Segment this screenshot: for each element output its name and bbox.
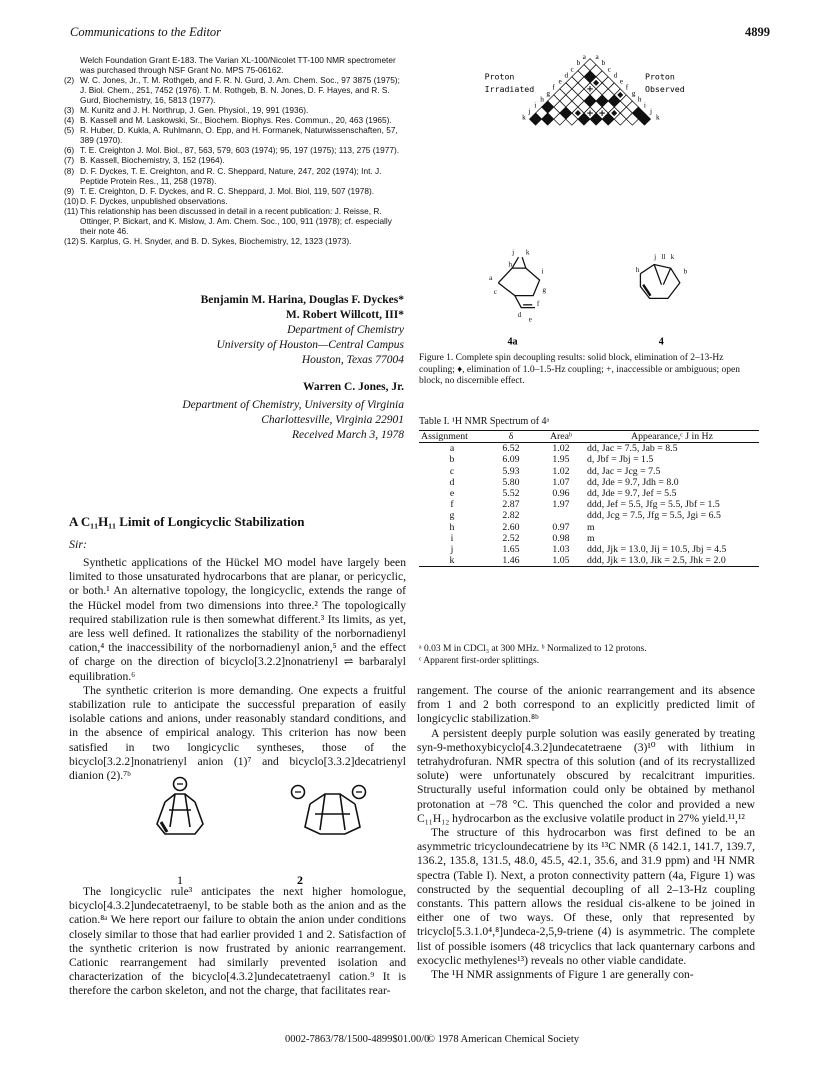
figure-label-left-2: Irradiated — [484, 84, 535, 95]
paragraph: rangement. The course of the anionic rearrangement and its absence from 1 and 2 both correspond to an explicitly predicted limit of longicyclic stabilization.⁸ᵇ — [417, 684, 755, 726]
column-header: Areaᵇ — [549, 431, 573, 442]
body-column-2 — [417, 684, 755, 982]
compound-label-4a: 4a — [507, 336, 518, 348]
table-cell: 1.02 — [552, 443, 570, 455]
structures-1-2 — [115, 772, 375, 887]
edge-letter: h — [637, 94, 642, 104]
table-cell — [537, 510, 585, 521]
nmr-table — [419, 430, 759, 567]
column-header: Appearance,ᶜ J in Hz — [631, 431, 713, 442]
figure-label-right-1: Proton — [645, 71, 675, 82]
svg-text:f: f — [536, 298, 540, 308]
table-cell: m — [587, 532, 595, 544]
table-cell: ddd, Jjk = 13.0, Jij = 10.5, Jbj = 4.5 — [587, 544, 727, 556]
table-cell: 0.97 — [552, 521, 570, 533]
svg-text:ll: ll — [661, 252, 666, 261]
edge-letter: b — [601, 58, 606, 68]
table-cell: h — [449, 521, 455, 533]
table-cell: i — [450, 532, 454, 544]
edge-letter: k — [522, 112, 526, 122]
table-row — [419, 443, 759, 455]
reference-item: (3) M. Kunitz and J. H. Northrup, J. Gen. Physiol., 19, 991 (1936). — [64, 105, 309, 116]
edge-letter: c — [570, 64, 574, 74]
table-cell: 5.93 — [502, 465, 520, 477]
edge-letter: d — [613, 70, 618, 80]
affiliation: Department of Chemistry, University of Virginia — [182, 399, 404, 411]
table-footnotes — [419, 644, 759, 667]
table-cell: 5.52 — [502, 488, 520, 500]
footnote: ᵃ 0.03 M in CDCl₃ at 300 MHz. ᵇ Normalized to 12 protons. — [419, 644, 647, 654]
table-cell: 2.52 — [502, 532, 520, 544]
edge-letter: f — [625, 82, 629, 92]
table-row — [419, 477, 759, 488]
table-cell: 1.05 — [552, 555, 570, 567]
table-cell: d, Jbf = Jbj = 1.5 — [587, 454, 654, 466]
figure-label-left-1: Proton — [484, 71, 515, 82]
table-cell: ddd, Jcg = 7.5, Jfg = 5.5, Jgi = 6.5 — [587, 510, 721, 522]
edge-letter: g — [631, 88, 636, 98]
author-names: M. Robert Willcott, III* — [285, 309, 404, 321]
svg-text:k: k — [525, 247, 530, 257]
table-cell: dd, Jac = 7.5, Jab = 8.5 — [587, 443, 678, 455]
body-column-1b — [69, 885, 406, 999]
table-cell: 1.07 — [552, 476, 570, 488]
table-cell: 6.52 — [502, 443, 520, 455]
table-cell: 2.87 — [502, 499, 520, 511]
running-header: Communications to the Editor — [70, 25, 222, 39]
svg-text:a: a — [489, 273, 493, 283]
decoupling-grid — [522, 52, 660, 125]
affiliation: Houston, Texas 77004 — [301, 354, 404, 366]
table-cell: 1.65 — [502, 544, 520, 556]
edge-letter: e — [619, 76, 623, 86]
reference-item: (7) B. Kassell, Biochemistry, 3, 152 (1964). — [64, 155, 225, 166]
table-cell: 1.95 — [552, 454, 570, 466]
references-list — [64, 55, 400, 246]
table-cell: 2.60 — [502, 521, 520, 533]
figure-label-right-2: Observed — [645, 84, 685, 95]
reference-item: (5) R. Huber, D. Kukla, A. Ruhlmann, O. Epp, and H. Formanek, Naturwissenschaften, 57, 389 (1970). — [64, 125, 398, 146]
paragraph: The ¹H NMR assignments of Figure 1 are generally con- — [431, 968, 694, 982]
received-date: Received March 3, 1978 — [292, 429, 404, 441]
figure-1-decoupling-diagram — [420, 28, 760, 358]
compound-label-1: 1 — [177, 873, 183, 887]
table-row — [419, 454, 759, 465]
edge-letter: b — [576, 58, 581, 68]
table-cell: m — [587, 521, 595, 533]
paragraph: The longicyclic rule³ anticipates the next higher homologue, bicyclo[4.3.2]undecatetraenyl, to be stable both as the anion and as the cation.⁸ᵃ We here report our failure to obtain the anion under conditions closely similar to those that had earlier provided 1 and 2. Satisfaction of the synthetic criterion is now frustrated by anionic rearrangement. Cationic rearrangement had similarly prevented isolation and characterization of the bicyclo[4.3.2]undecatetraenyl cation.⁹ It is therefore the carbon skeleton, and not the charge, that facilitates rear- — [69, 885, 406, 998]
table-cell: dd, Jde = 9.7, Jef = 5.5 — [587, 488, 677, 500]
author-block — [160, 293, 404, 443]
table-cell: d — [449, 476, 455, 488]
edge-letter: e — [558, 76, 562, 86]
reference-item: (4) B. Kassell and M. Laskowski, Sr., Biochem. Biophys. Res. Commun., 20, 463 (1965). — [64, 115, 392, 126]
svg-text:b: b — [683, 266, 688, 276]
paragraph: The structure of this hydrocarbon was first defined to be an asymmetric tricycloundecatriene by its ¹³C NMR (δ 142.1, 141.7, 139.7, 136.2, 135.8, 131.5, 48.0, 45.5, 42.1, 35.6, and 31.9 ppm) and ¹H NMR spectra (Table I). Next, a proton connectivity pattern (4a, Figure 1) was constructed by the sequential decoupling of all 2–13-Hz coupling constants. This pattern allows the residual cis-alkene to be joined in either one of two ways. Of these, only that represented by tricyclo[5.3.1.0⁴,⁸]undeca-2,5,9-triene (4) is asymmetric. The complete list of possible isomers (48 tricyclics that lack quanternary carbons and exocyclic methylenes¹³) reveals no other viable candidate. — [417, 826, 755, 967]
table-row — [419, 466, 759, 477]
compound-label-4: 4 — [658, 336, 664, 348]
table-cell: b — [449, 454, 455, 466]
table-cell: ddd, Jjk = 13.0, Jik = 2.5, Jhk = 2.0 — [587, 555, 726, 567]
table-header-row — [419, 431, 759, 443]
edge-letter: j — [649, 106, 652, 116]
footnote: ᶜ Apparent first-order splittings. — [419, 655, 540, 666]
footer-code: 0002-7863/78/1500-4899$01.00/0 — [285, 1034, 430, 1045]
table-cell: 1.97 — [552, 499, 570, 511]
svg-text:e: e — [528, 314, 532, 324]
affiliation: Charlottesville, Virginia 22901 — [261, 414, 404, 426]
table-cell: a — [449, 443, 455, 455]
structure-1-drawing — [157, 778, 203, 835]
edge-letter: g — [546, 88, 551, 98]
svg-text:c: c — [493, 286, 498, 296]
edge-letter: f — [552, 82, 555, 92]
structure-4-drawing — [640, 265, 679, 299]
paragraph: A persistent deeply purple solution was easily generated by treating syn-9-methoxybicyclo[4.3.2]undecatetraene (3)¹⁰ with lithium in tetrahydrofuran. NMR spectra of this solution (and of its recrystallized solute) were unfortunately obscured by recalcitrant impurities. Structurally useful information could only be obtained by methanol protonation at −78 °C. This quenched the color and provided a new C₁₁H₁₂ hydrocarbon as the exclusive volatile product in 27% yield.¹¹,¹² — [417, 726, 755, 825]
table-cell: g — [449, 510, 455, 522]
reference-item: (9) T. E. Creighton, D. F. Dyckes, and R. C. Sheppard, J. Mol. Biol, 119, 507 (1978). — [64, 185, 375, 196]
table-cell: dd, Jac = Jcg = 7.5 — [587, 465, 661, 477]
edge-letter: i — [643, 100, 646, 110]
edge-letter: a — [582, 52, 586, 62]
table-row — [419, 555, 759, 567]
reference-item: (8) D. F. Dyckes, T. E. Creighton, and R. C. Sheppard, Nature, 247, 202 (1974); Int. J. Peptide Protein Res., 11, 258 (1978). — [64, 165, 382, 186]
table-row — [419, 522, 759, 533]
table-cell: 1.03 — [552, 544, 570, 556]
salutation: Sir: — [69, 537, 87, 551]
reference-item: (12)S. Karplus, G. H. Snyder, and B. D. Sykes, Biochemistry, 12, 1323 (1973). — [64, 235, 352, 246]
column-header: δ — [508, 431, 514, 442]
page-number: 4899 — [745, 25, 770, 39]
structure-2-drawing — [292, 786, 366, 835]
svg-text:d: d — [517, 309, 522, 319]
svg-text:j: j — [512, 247, 515, 257]
table-cell: f — [450, 499, 454, 511]
svg-text:i: i — [541, 266, 544, 276]
table-cell: c — [449, 465, 455, 477]
table-row — [419, 488, 759, 499]
edge-letter: a — [595, 52, 599, 62]
table-cell: 1.46 — [502, 555, 520, 567]
svg-text:h: h — [635, 264, 640, 274]
column-header: Assignment — [421, 431, 468, 442]
table-row — [419, 510, 759, 521]
table-cell: dd, Jde = 9.7, Jdh = 8.0 — [587, 476, 679, 488]
compound-label-2: 2 — [297, 873, 303, 887]
table-cell: e — [449, 488, 455, 500]
svg-text:g: g — [542, 285, 547, 294]
reference-item: (10)D. F. Dyckes, unpublished observations. — [64, 195, 228, 206]
table-cell: 2.82 — [502, 510, 520, 522]
edge-letter: i — [534, 100, 537, 110]
edge-letter: j — [528, 106, 531, 116]
author-names: Warren C. Jones, Jr. — [303, 381, 404, 393]
table-cell: k — [449, 555, 455, 567]
svg-text:j: j — [654, 252, 657, 261]
table-cell: ddd, Jef = 5.5, Jfg = 5.5, Jbf = 1.5 — [587, 499, 720, 511]
figure-caption: Figure 1. Complete spin decoupling results: solid block, elimination of 2–13-Hz coupling; ♦, elimination of 1.0–1.5-Hz coupling; +, inaccessible or ambiguous; open block, no discernible effect. — [419, 353, 741, 386]
svg-text:h: h — [508, 259, 513, 269]
paragraph: Synthetic applications of the Hückel MO model have largely been limited to those unsaturated hydrocarbons that are planar, or pericyclic, or both.¹ An alternative topology, the longicyclic, extends the range of the Hückel model from two dimensions into three.² The topologically required stabilization rule is then somewhat different.³ Its limits, as yet, are less well defined. It rationalizes the stability of the norbornadienyl cation,⁴ the inaccessibility of the norbornadienyl anion,⁵ and the effect of charge on the direction of bicyclo[3.2.2]nonatrienyl ⇌ barbaralyl equilibration.⁶ — [69, 556, 406, 683]
table-cell: 6.09 — [502, 454, 520, 466]
author-names: Benjamin M. Harina, Douglas F. Dyckes* — [200, 294, 404, 306]
paragraph: The synthetic criterion is more demanding. One expects a fruitful stabilization rule to anticipate the successful preparation of easily isolable cations and anions, under reasonably standard conditions, and in the absence of empirical analogy. This criterion has now been satisfied in two longicyclic syntheses, those of the bicyclo[3.2.2]nonatrienyl anion (1)⁷ and bicyclo[3.3.2]decatrienyl dianion (2).⁷ᵇ — [69, 683, 406, 783]
affiliation: Department of Chemistry — [287, 324, 404, 336]
reference-item: (6) T. E. Creighton J. Mol. Biol., 87, 563, 579, 603 (1974); 95, 197 (1975); 113, 275 (1977). — [64, 145, 400, 156]
edge-letter: k — [656, 112, 660, 122]
table-cell: 1.02 — [552, 465, 570, 477]
table-row — [419, 499, 759, 510]
table-row — [419, 533, 759, 544]
edge-letter: h — [540, 94, 544, 104]
body-column-1a — [69, 556, 406, 783]
table-cell: 0.96 — [552, 488, 570, 500]
edge-letter: d — [564, 70, 569, 80]
table-cell: j — [450, 544, 454, 556]
affiliation: University of Houston—Central Campus — [216, 339, 404, 351]
edge-letter: c — [607, 64, 611, 74]
reference-item: Welch Foundation Grant E-183. The Varian XL-100/Nicolet TT-100 NMR spectrometer was purchased through NSF Grant No. MPS 75-06162. — [80, 55, 396, 76]
table-cell: 5.80 — [502, 476, 520, 488]
reference-item: (2) W. C. Jones, Jr., T. M. Rothgeb, and F. R. N. Gurd, J. Am. Chem. Soc., 97 3875 (1975); J. Biol. Chem., 251, 7452 (1976). T. M. Rothgeb, B. N. Jones, D. F. Hayes, and R. S. Gurd, Biochemistry, 16, 5813 (1977). — [64, 75, 400, 106]
svg-text:k: k — [670, 252, 675, 261]
structure-4a-drawing — [498, 257, 539, 307]
table-row — [419, 544, 759, 555]
table-title: Table I. ¹H NMR Spectrum of 4ᵃ — [419, 416, 550, 427]
reference-item: (11) This relationship has been discussed in detail in a recent publication: J. Reisse, R. Ottinger, P. Bickart, and K. Mislow, J. Am. Chem. Soc., 100, 911 (1978); cf. especially their note 46. — [64, 205, 392, 236]
article-title: A C₁₁H₁₁ Limit of Longicyclic Stabilization — [69, 514, 305, 529]
table-cell: 0.98 — [552, 532, 570, 544]
footer-copyright: © 1978 American Chemical Society — [427, 1034, 580, 1045]
